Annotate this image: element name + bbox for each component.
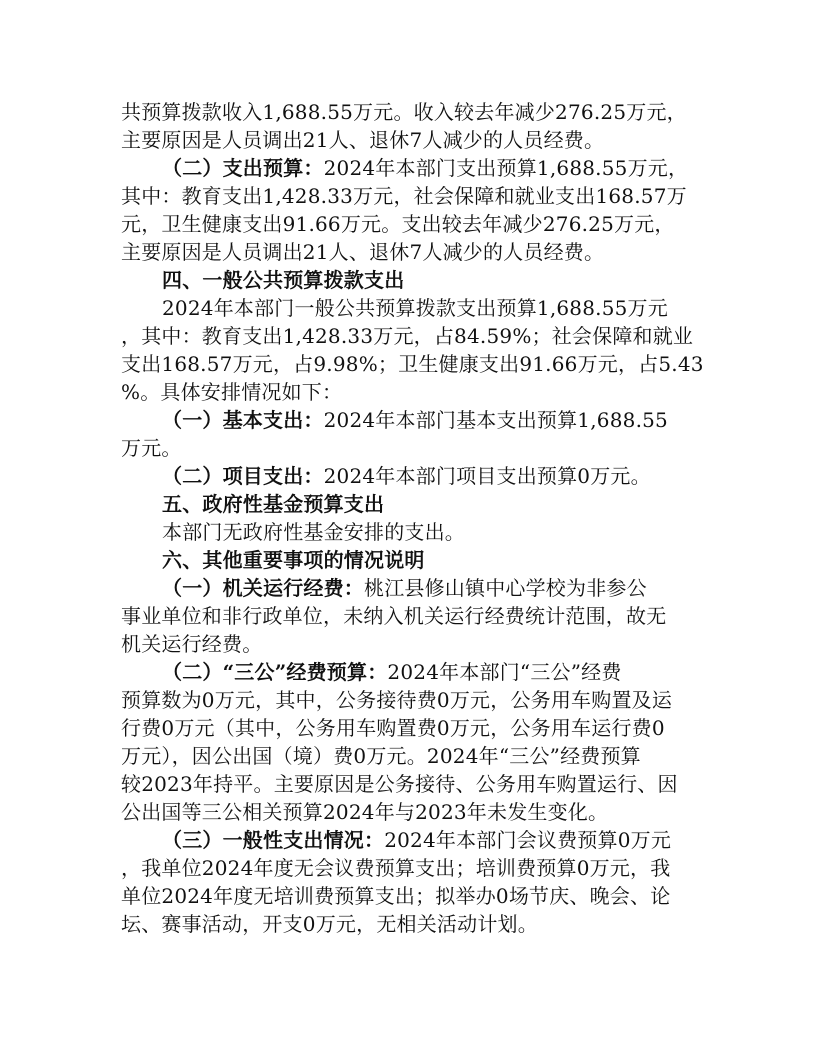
text-line — [121, 322, 693, 350]
text-run: 预算数为0万元，其中，公务接待费0万元，公务用车购置及运 — [121, 688, 673, 712]
text-line — [121, 630, 262, 658]
text-run: 较2023年持平。主要原因是公务接待、公务用车购置运行、因 — [121, 772, 678, 796]
text-run: %。具体安排情况如下： — [121, 380, 343, 404]
text-run: 机关运行经费。 — [121, 632, 263, 656]
text-run: 其中：教育支出1,428.33万元，社会保障和就业支出168.57万 — [121, 184, 687, 208]
text-line — [162, 546, 425, 574]
text-line — [121, 210, 675, 238]
text-line — [162, 154, 688, 182]
text-run: 2024年本部门支出预算1,688.55万元， — [323, 156, 689, 180]
text-run: 支出168.57万元，占9.98%；卫生健康支出91.66万元，占5.43 — [121, 352, 704, 376]
text-line — [162, 826, 671, 854]
text-line — [162, 490, 384, 518]
text-run: 行费0万元（其中，公务用车购置费0万元，公务用车运行费0 — [121, 716, 665, 740]
text-run: 2024年本部门一般公共预算拨款支出预算1,688.55万元 — [162, 296, 668, 320]
text-line — [121, 882, 670, 910]
section-heading: （一）机关运行经费： — [162, 576, 364, 600]
text-run: 元，卫生健康支出91.66万元。支出较去年减少276.25万元， — [121, 212, 675, 236]
text-line — [121, 602, 666, 630]
text-line — [121, 742, 641, 770]
text-line — [121, 434, 182, 462]
text-run: 主要原因是人员调出21人、退休7人减少的人员经费。 — [121, 240, 605, 264]
text-line — [162, 294, 668, 322]
text-line — [162, 462, 651, 490]
text-line — [121, 714, 665, 742]
text-run: 主要原因是人员调出21人、退休7人减少的人员经费。 — [121, 128, 605, 152]
text-line — [121, 854, 670, 882]
text-line — [121, 798, 608, 826]
text-run: 坛、赛事活动，开支0万元，无相关活动计划。 — [121, 912, 538, 936]
text-run: 单位2024年度无培训费预算支出；拟举办0场节庆、晚会、论 — [121, 884, 671, 908]
text-line — [121, 910, 538, 938]
section-heading: 六、其他重要事项的情况说明 — [162, 548, 425, 572]
text-line — [121, 98, 687, 126]
text-run: 万元），因公出国（境）费0万元。2024年“三公”经费预算 — [121, 744, 641, 768]
text-run: 共预算拨款收入1,688.55万元。收入较去年减少276.25万元， — [121, 100, 687, 124]
text-line — [121, 350, 704, 378]
section-heading: （二）项目支出： — [162, 464, 324, 488]
section-heading: 五、政府性基金预算支出 — [162, 492, 385, 516]
text-line — [162, 266, 404, 294]
text-line — [121, 238, 604, 266]
text-line — [162, 518, 465, 546]
text-run: 本部门无政府性基金安排的支出。 — [162, 520, 465, 544]
section-heading: （二）支出预算： — [162, 156, 324, 180]
text-line — [121, 182, 687, 210]
text-run: 2024年本部门会议费预算0万元 — [384, 828, 672, 852]
text-run: 桃江县修山镇中心学校为非参公 — [364, 576, 647, 600]
text-line — [121, 126, 604, 154]
text-line — [162, 658, 622, 686]
section-heading: （二）“三公”经费预算： — [162, 660, 388, 684]
section-heading: （一）基本支出： — [162, 408, 324, 432]
text-run: 2024年本部门基本支出预算1,688.55 — [323, 408, 668, 432]
text-run: ，我单位2024年度无会议费预算支出；培训费预算0万元，我 — [121, 856, 671, 880]
text-run: 2024年本部门项目支出预算0万元。 — [323, 464, 651, 488]
text-line — [121, 770, 678, 798]
text-run: 事业单位和非行政单位，未纳入机关运行经费统计范围，故无 — [121, 604, 667, 628]
text-run: 万元。 — [121, 436, 182, 460]
text-line — [162, 574, 647, 602]
text-run: 公出国等三公相关预算2024年与2023年未发生变化。 — [121, 800, 609, 824]
text-line — [121, 686, 672, 714]
text-line — [121, 378, 342, 406]
section-heading: 四、一般公共预算拨款支出 — [162, 268, 405, 292]
text-line — [162, 406, 668, 434]
section-heading: （三）一般性支出情况： — [162, 828, 385, 852]
text-run: ，其中：教育支出1,428.33万元，占84.59%；社会保障和就业 — [121, 324, 694, 348]
text-run: 2024年本部门“三公”经费 — [387, 660, 622, 684]
